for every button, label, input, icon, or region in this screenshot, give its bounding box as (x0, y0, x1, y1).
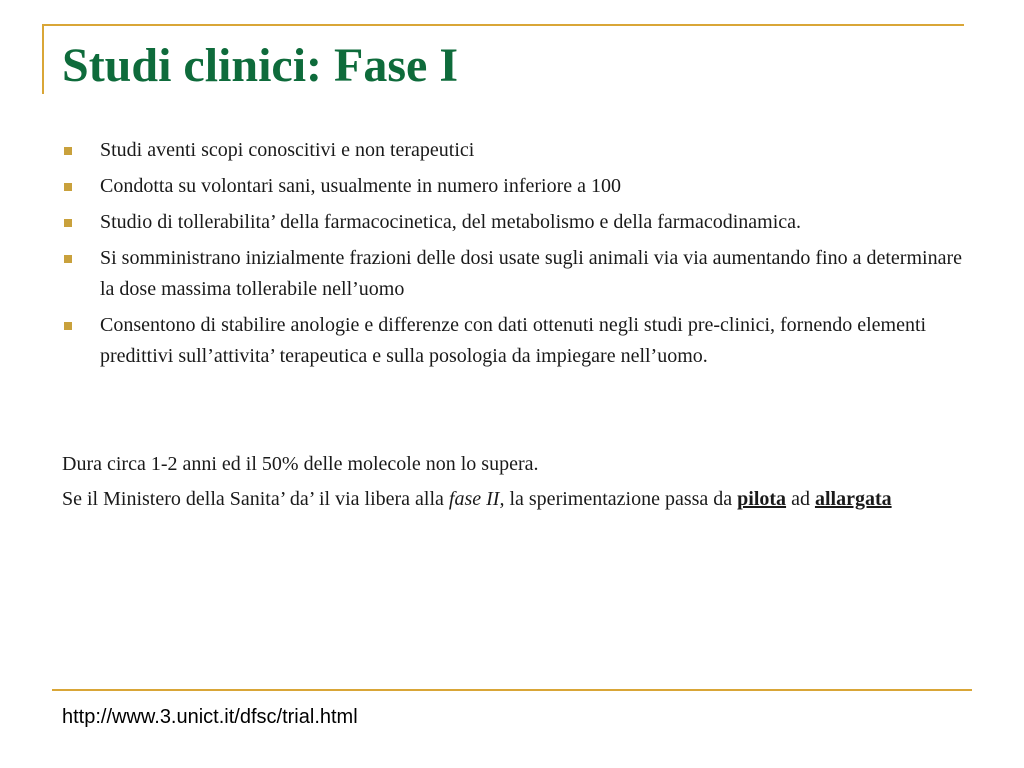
bullet-text: Studio di tollerabilita’ della farmacocinetica, del metabolismo e della farmacodinamica. (100, 211, 802, 233)
ministry-text-2: la sperimentazione passa da (504, 488, 738, 510)
square-bullet-icon (64, 255, 72, 263)
bullet-item (60, 171, 970, 202)
footer-url: http://www.3.unict.it/dfsc/trial.html (62, 706, 358, 728)
top-accent-line (42, 24, 964, 26)
bullet-text: Studi aventi scopi conoscitivi e non terapeutici (100, 139, 475, 161)
square-bullet-icon (64, 147, 72, 155)
ministry-text-3: ad (786, 488, 815, 510)
ministry-text-1: Se il Ministero della Sanita’ da’ il via libera alla (62, 488, 449, 510)
ministry-paragraph (62, 484, 972, 515)
bullet-item (60, 243, 970, 305)
bullet-text: Condotta su volontari sani, usualmente in numero inferiore a 100 (100, 175, 621, 197)
left-accent-line (42, 24, 44, 94)
footer-divider (52, 689, 972, 691)
bullet-item (60, 207, 970, 238)
bullet-item (60, 310, 970, 372)
square-bullet-icon (64, 219, 72, 227)
bullet-text: Si somministrano inizialmente frazioni delle dosi usate sugli animali via via aumentando fino a determinare la dose massima tollerabile nell’uomo (100, 247, 962, 300)
bullet-list (60, 135, 970, 377)
square-bullet-icon (64, 183, 72, 191)
bullet-text: Consentono di stabilire anologie e differenze con dati ottenuti negli studi pre-clinici, fornendo elementi predittivi sull’attivita’ terapeutica e sulla posologia da impiegare nell’uomo. (100, 314, 927, 367)
slide-title: Studi clinici: Fase I (62, 39, 459, 92)
summary-paragraphs (62, 449, 972, 519)
phase-two-text: fase II, (448, 488, 505, 510)
square-bullet-icon (64, 322, 72, 330)
allargata-text: allargata (814, 488, 892, 510)
bullet-item (60, 135, 970, 166)
duration-paragraph: Dura circa 1-2 anni ed il 50% delle molecole non lo supera. (62, 453, 539, 475)
pilota-text: pilota (737, 488, 787, 510)
